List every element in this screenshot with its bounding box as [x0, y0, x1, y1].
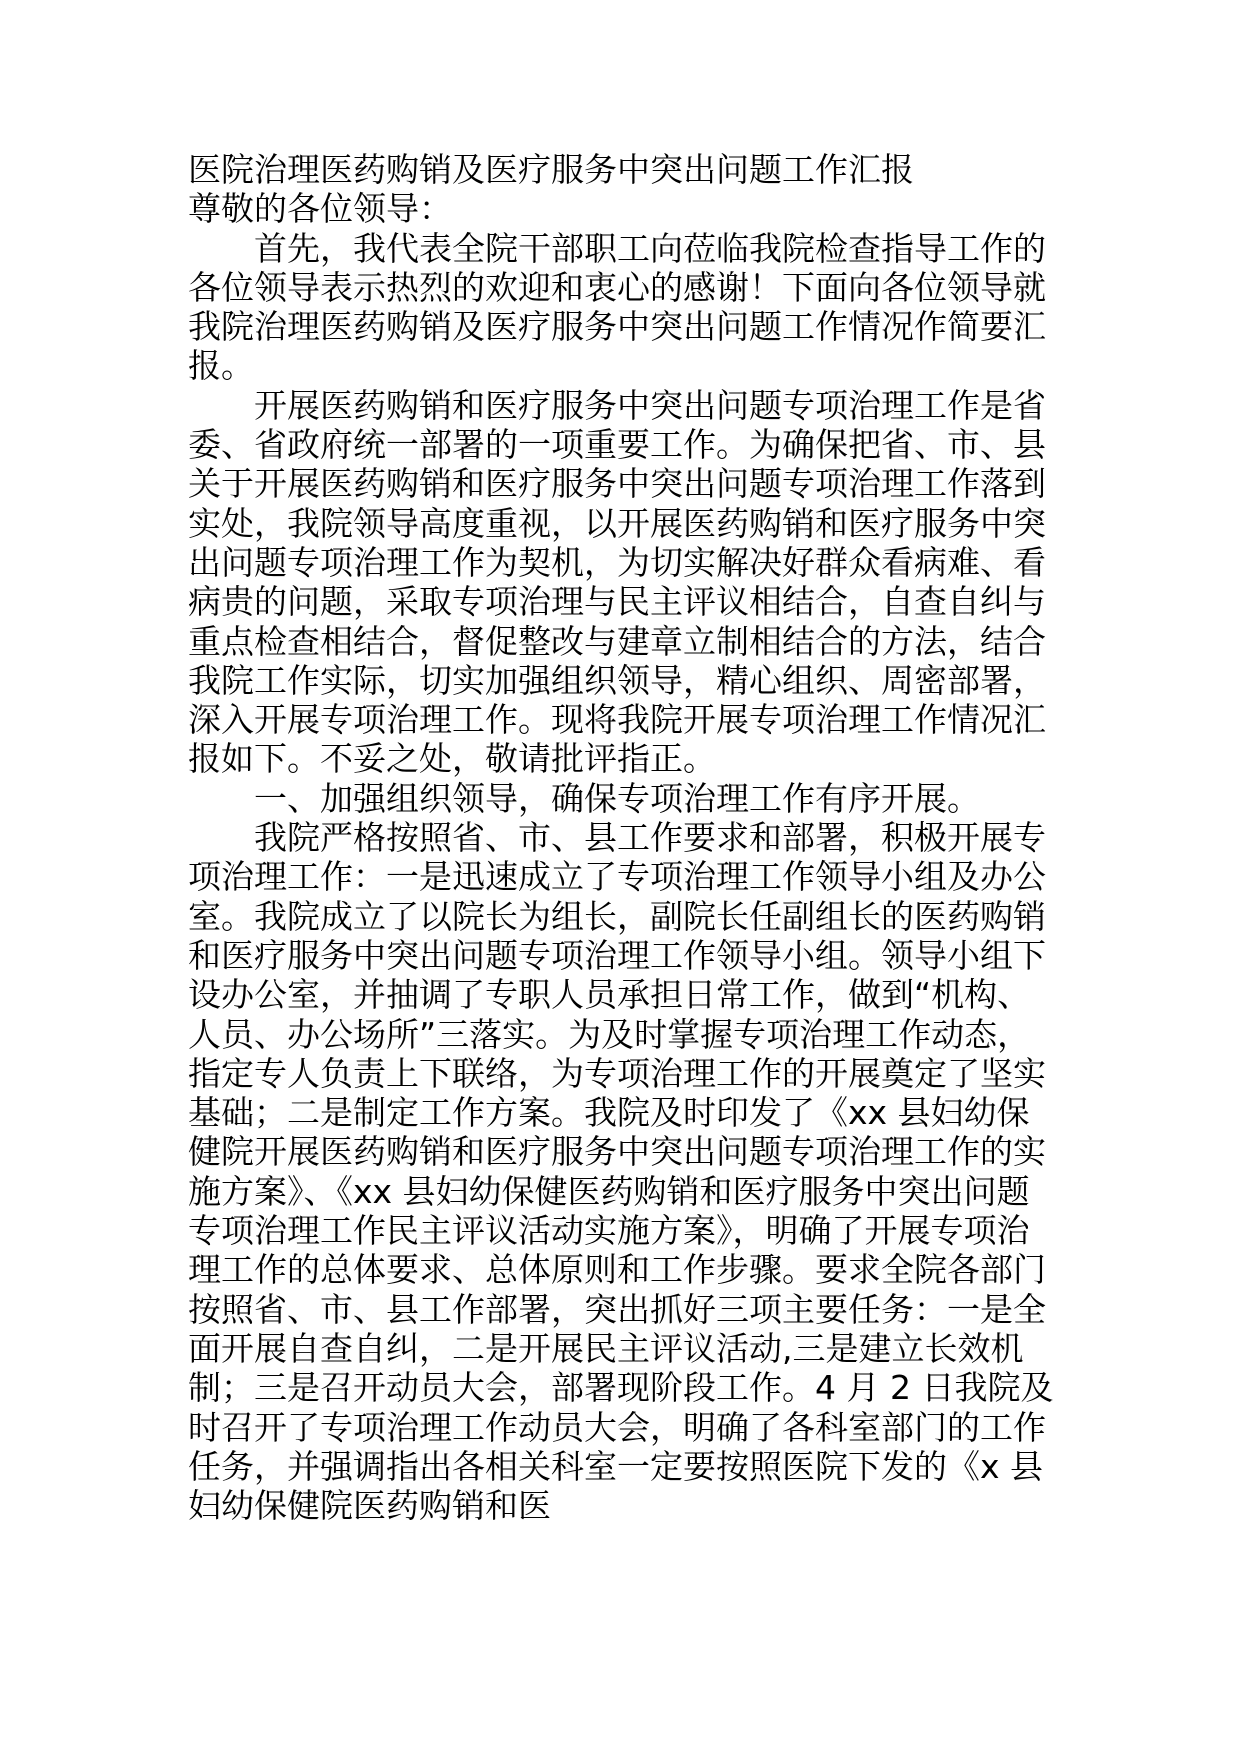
document-body	[188, 150, 1058, 1525]
paragraph-organization: 我院严格按照省、市、县工作要求和部署，积极开展专项治理工作：一是迅速成立了专项治理工作领导小组及办公室。我院成立了以院长为组长，副院长任副组长的医药购销和医疗服务中突出问题专项治理工作领导小组。领导小组下设办公室，并抽调了专职人员承担日常工作，做到“机构、人员、办公场所”三落实。为及时掌握专项治理工作动态，指定专人负责上下联络，为专项治理工作的开展奠定了坚实基础；二是制定工作方案。我院及时印发了《xx 县妇幼保健院开展医药购销和医疗服务中突出问题专项治理工作的实施方案》、《xx 县妇幼保健医药购销和医疗服务中突出问题专项治理工作民主评议活动实施方案》，明确了开展专项治理工作的总体要求、总体原则和工作步骤。要求全院各部门按照省、市、县工作部署，突出抓好三项主要任务：一是全面开展自查自纠，二是开展民主评议活动,三是建立长效机制；三是召开动员大会，部署现阶段工作。4 月 2 日我院及时召开了专项治理工作动员大会，明确了各科室部门的工作任务，并强调指出各相关科室一定要按照医院下发的《x 县妇幼保健院医药购销和医	[188, 818, 1054, 1526]
document-title: 医院治理医药购销及医疗服务中突出问题工作汇报	[188, 150, 914, 189]
paragraph-opening: 首先，我代表全院干部职工向莅临我院检查指导工作的各位领导表示热烈的欢迎和衷心的感谢！下面向各位领导就我院治理医药购销及医疗服务中突出问题工作情况作简要汇报。	[188, 228, 1046, 386]
section-heading-1: 一、加强组织领导，确保专项治理工作有序开展。	[254, 778, 980, 818]
paragraph-background: 开展医药购销和医疗服务中突出问题专项治理工作是省委、省政府统一部署的一项重要工作。为确保把省、市、县关于开展医药购销和医疗服务中突出问题专项治理工作落到实处，我院领导高度重视，以开展医药购销和医疗服务中突出问题专项治理工作为契机，为切实解决好群众看病难、看病贵的问题，采取专项治理与民主评议相结合，自查自纠与重点检查相结合，督促整改与建章立制相结合的方法，结合我院工作实际，切实加强组织领导，精心组织、周密部署，深入开展专项治理工作。现将我院开展专项治理工作情况汇报如下。不妥之处，敬请批评指正。	[188, 385, 1046, 779]
salutation: 尊敬的各位领导：	[188, 189, 452, 229]
